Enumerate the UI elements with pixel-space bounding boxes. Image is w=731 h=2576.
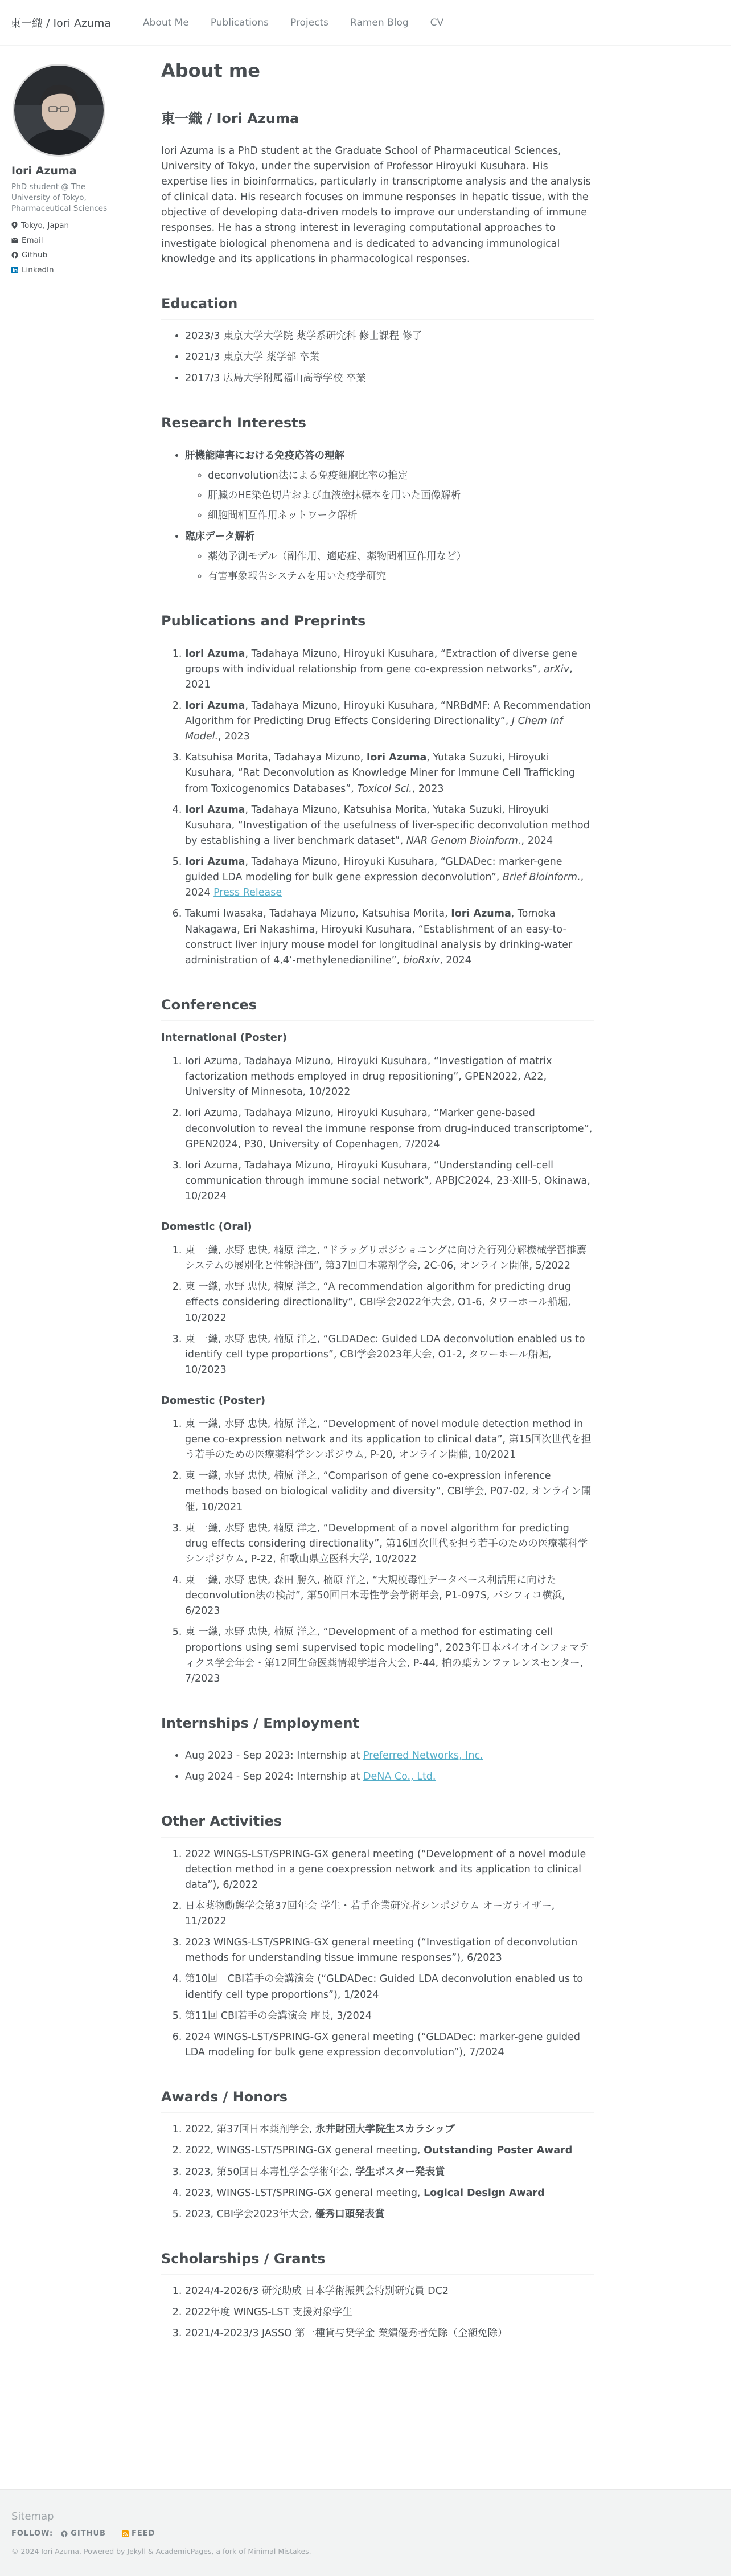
internship-item xyxy=(185,1769,594,1785)
conf-domestic-oral xyxy=(161,1219,594,1378)
scholarship-item: 2. 2022年度 WINGS-LST 支援対象学生 xyxy=(185,2305,594,2320)
conf-list xyxy=(161,1054,594,1204)
internships-heading: Internships / Employment xyxy=(161,1713,594,1739)
activities-section xyxy=(161,1811,594,2060)
intro-heading: 東一織 / Iori Azuma xyxy=(161,108,594,134)
github-icon xyxy=(11,252,18,259)
education-item: • 2021/3 東京大学 薬学部 卒業 xyxy=(185,350,594,365)
main-content xyxy=(161,57,594,2368)
conferences-heading: Conferences xyxy=(161,995,594,1021)
conf-item: 5. 東 一織, 水野 忠快, 楠原 洋之, “Development of a method for estimating cell proportions using semi supervised topic modeling”, 2023年日本バイオインフォマティクス学会年会・第12回生命医薬情報学連合大会, P-44, 柏の葉カンファレンスセンター, 7/2023 xyxy=(185,1625,594,1687)
research-item: ◦ 薬効予測モデル（副作用、適応症、薬物間相互作用など） xyxy=(208,549,594,565)
footer-follow xyxy=(11,2529,720,2538)
internships-section xyxy=(161,1713,594,1785)
footer-github-link[interactable] xyxy=(61,2529,114,2538)
author-email[interactable] xyxy=(11,236,120,245)
research-group-title: 臨床データ解析 xyxy=(185,531,255,543)
research-heading: Research Interests xyxy=(161,412,594,439)
conf-item: 1. 東 一織, 水野 忠快, 楠原 洋之, “Development of novel module detection method in gene co-expression network and its application to clinical data”, 第15回次世代を担う若手のための医療薬科学シンポジウム, P-20, オンライン開催, 10/2021 xyxy=(185,1417,594,1463)
scholarships-list xyxy=(161,2284,594,2341)
publications-section xyxy=(161,611,594,968)
research-group xyxy=(185,529,594,584)
awards-section xyxy=(161,2087,594,2222)
publication-item xyxy=(185,750,594,796)
author-linkedin[interactable] xyxy=(11,265,120,275)
author-linkedin-link[interactable]: LinkedIn xyxy=(22,265,54,275)
conf-item: 3. 東 一織, 水野 忠快, 楠原 洋之, “GLDADec: Guided LDA deconvolution enabled us to identify cell type proportions”, CBI学会2023年大会, O1-2, タワーホール船堀, 10/2023 xyxy=(185,1332,594,1378)
author-name: Iori Azuma xyxy=(11,165,77,177)
nav-projects[interactable]: Projects xyxy=(290,17,328,28)
conf-group-title: Domestic (Oral) xyxy=(161,1221,252,1233)
footer-feed-label: FEED xyxy=(131,2529,155,2538)
conferences-section xyxy=(161,995,594,1687)
pub-year: , 2023 xyxy=(218,731,250,743)
pub-venue: J Chem Inf Model. xyxy=(185,715,563,743)
education-item: • 2017/3 広島大学附属福山高等学校 卒業 xyxy=(185,371,594,386)
activity-item: 2. 日本薬物動態学会第37回年会 学生・若手企業研究者シンポジウム オーガナイザー, 11/2022 xyxy=(185,1899,594,1929)
research-item: ◦ 有害事象報告システムを用いた疫学研究 xyxy=(208,569,594,584)
award-title: Logical Design Award xyxy=(424,2187,545,2199)
footer-copyright: © 2024 Iori Azuma. Powered by Jekyll & AcademicPages, a fork of Minimal Mistakes. xyxy=(11,2547,311,2555)
page-title: About me xyxy=(161,60,260,81)
awards-list xyxy=(161,2122,594,2222)
award-title: 永井財団大学院生スカラシップ xyxy=(315,2124,455,2136)
nav-publications[interactable]: Publications xyxy=(210,17,269,28)
activity-item: 6. 2024 WINGS-LST/SPRING-GX general meeting (“GLDADec: marker-gene guided LDA modeling for bulk gene expression deconvolution”), 7/2024 xyxy=(185,2030,594,2060)
award-item xyxy=(185,2207,594,2222)
conf-item: 2. 東 一織, 水野 忠快, 楠原 洋之, “A recommendation algorithm for predicting drug effects considering directionality”, CBI学会2022年大会, O1-6, タワーホール船堀, 10/2022 xyxy=(185,1279,594,1326)
nav-ramen-blog[interactable]: Ramen Blog xyxy=(350,17,409,28)
author-links xyxy=(11,221,120,275)
conf-item: 2. Iori Azuma, Tadahaya Mizuno, Hiroyuki Kusuhara, “Marker gene-based deconvolution to reveal the immune response from drug-induced transcriptome”, GPEN2024, P30, University of Copenhagen, 7/2024 xyxy=(185,1106,594,1152)
research-item: ◦ 細胞間相互作用ネットワーク解析 xyxy=(208,508,594,524)
nav-cv[interactable]: CV xyxy=(430,17,444,28)
activity-item: 4. 第10回 CBI若手の会講演会 (“GLDADec: Guided LDA deconvolution enabled us to identify cell type proportions”), 1/2024 xyxy=(185,1972,594,2002)
intro-section xyxy=(161,108,594,267)
publications-list xyxy=(161,647,594,968)
internships-list xyxy=(161,1748,594,1785)
pub-authors-pre: Takumi Iwasaka, Tadahaya Mizuno, Katsuhisa Morita, xyxy=(185,908,451,920)
conf-international-poster xyxy=(161,1030,594,1204)
activity-item: 3. 2023 WINGS-LST/SPRING-GX general meeting (“Investigation of deconvolution methods for understanding tissue immune responses”), 6/2023 xyxy=(185,1935,594,1966)
company-link-dena[interactable]: DeNA Co., Ltd. xyxy=(363,1771,436,1783)
footer-follow-label: FOLLOW: xyxy=(11,2529,54,2538)
publication-item xyxy=(185,854,594,901)
pub-details: , Tadahaya Mizuno, Hiroyuki Kusuhara, “Extraction of diverse gene groups with individual relationship from gene co-expression networks”, xyxy=(185,648,577,675)
conf-group-title: International (Poster) xyxy=(161,1032,288,1044)
research-list xyxy=(161,448,594,585)
internship-text: Aug 2024 - Sep 2024: Internship at xyxy=(185,1771,364,1783)
pub-author-self: Iori Azuma xyxy=(185,700,245,712)
linkedin-icon xyxy=(11,267,18,273)
activity-item: 1. 2022 WINGS-LST/SPRING-GX general meeting (“Development of a novel module detection method in a gene coexpression network and its application to clinical data”), 6/2022 xyxy=(185,1847,594,1893)
pub-venue: Toxicol Sci. xyxy=(357,783,412,795)
pub-year: , 2024 xyxy=(521,835,553,847)
author-sidebar xyxy=(11,64,120,280)
pub-author-self: Iori Azuma xyxy=(185,804,245,816)
publication-item xyxy=(185,647,594,693)
pub-year: , 2023 xyxy=(412,783,444,795)
publication-item xyxy=(185,698,594,745)
research-section xyxy=(161,412,594,584)
scholarships-section xyxy=(161,2248,594,2342)
pub-details: , Tomoka Nakagawa, Eri Nakashima, Hiroyuki Kusuhara, “Establishment of an easy-to-construct liver injury mouse model for longitudinal analysis by drinking-water administration of 4,4’-methylenedianiline”, xyxy=(185,908,573,966)
award-title: 優秀口頭発表賞 xyxy=(315,2208,385,2220)
internship-text: Aug 2023 - Sep 2023: Internship at xyxy=(185,1750,364,1762)
conf-item: 2. 東 一織, 水野 忠快, 楠原 洋之, “Comparison of gene co-expression inference methods based on biological validity and diversity”, CBI学会, P07-02, オンライン開催, 10/2021 xyxy=(185,1469,594,1515)
nav-about-me[interactable]: About Me xyxy=(143,17,189,28)
site-title-link[interactable]: 東一織 / Iori Azuma xyxy=(10,17,112,30)
avatar-photo xyxy=(14,66,104,155)
company-link-pfn[interactable]: Preferred Networks, Inc. xyxy=(363,1750,483,1762)
publication-item xyxy=(185,803,594,849)
award-item xyxy=(185,2143,594,2158)
internship-item xyxy=(185,1748,594,1764)
footer-feed-link[interactable] xyxy=(122,2529,163,2538)
author-bio: PhD student @ The University of Tokyo, Pharmaceutical Sciences xyxy=(11,182,108,213)
page-footer xyxy=(0,2489,731,2576)
award-context: 2022, WINGS-LST/SPRING-GX general meeting, xyxy=(185,2145,424,2157)
pub-author-self: Iori Azuma xyxy=(366,752,427,764)
education-heading: Education xyxy=(161,293,594,320)
education-item: • 2023/3 東京大学大学院 薬学系研究科 修士課程 修了 xyxy=(185,329,594,344)
research-group-title: 肝機能障害における免疫応答の理解 xyxy=(185,449,344,461)
author-location xyxy=(11,221,120,230)
email-icon xyxy=(11,238,18,243)
activity-item: 5. 第11回 CBI若手の会講演会 座長, 3/2024 xyxy=(185,2009,594,2024)
award-context: 2023, WINGS-LST/SPRING-GX general meeting, xyxy=(185,2187,424,2199)
pub-author-self: Iori Azuma xyxy=(185,648,245,660)
education-list xyxy=(161,329,594,386)
pub-year: , 2021 xyxy=(185,663,573,690)
scholarship-item: 3. 2021/4-2023/3 JASSO 第一種貸与奨学金 業績優秀者免除（全額免除） xyxy=(185,2326,594,2341)
award-item xyxy=(185,2186,594,2201)
pub-details: , Tadahaya Mizuno, Hiroyuki Kusuhara, “GLDADec: marker-gene guided LDA modeling for bulk gene expression deconvolution”, xyxy=(185,856,562,884)
pub-authors-pre: Katsuhisa Morita, Tadahaya Mizuno, xyxy=(185,752,367,764)
research-sublist xyxy=(185,549,594,584)
press-release-link[interactable]: Press Release xyxy=(213,887,282,899)
scholarship-item: 1. 2024/4-2026/3 研究助成 日本学術振興会特別研究員 DC2 xyxy=(185,2284,594,2299)
pub-author-self: Iori Azuma xyxy=(451,908,511,920)
award-title: Outstanding Poster Award xyxy=(424,2145,573,2157)
pub-venue: Brief Bioinform. xyxy=(502,872,581,884)
award-context: 2023, CBI学会2023年大会, xyxy=(185,2208,315,2220)
pub-venue: NAR Genom Bioinform. xyxy=(406,835,521,847)
conf-domestic-poster xyxy=(161,1393,594,1687)
pub-details: , Tadahaya Mizuno, Hiroyuki Kusuhara, “NRBdMF: A Recommendation Algorithm for Predicting Drug Effects Considering Directionality”, xyxy=(185,700,591,727)
conf-item: 1. Iori Azuma, Tadahaya Mizuno, Hiroyuki Kusuhara, “Investigation of matrix factorization methods employed in drug repositioning”, GPEN2022, A22, University of Minnesota, 10/2022 xyxy=(185,1054,594,1100)
activities-list xyxy=(161,1847,594,2061)
research-item: ◦ deconvolution法による免疫細胞比率の推定 xyxy=(208,468,594,484)
footer-github-label: GITHUB xyxy=(71,2529,106,2538)
pub-venue: bioRxiv xyxy=(403,954,440,966)
author-github-link[interactable]: Github xyxy=(22,250,48,260)
research-item: ◦ 肝臓のHE染色切片および血液塗抹標本を用いた画像解析 xyxy=(208,488,594,504)
award-item xyxy=(185,2122,594,2137)
location-icon xyxy=(11,222,18,229)
conf-item: 3. Iori Azuma, Tadahaya Mizuno, Hiroyuki Kusuhara, “Understanding cell-cell communication through immune social network”, APBJC2024, 23-XIII-5, Okinawa, 10/2024 xyxy=(185,1158,594,1204)
award-item xyxy=(185,2165,594,2180)
pub-year: , 2024 xyxy=(440,954,471,966)
award-context: 2022, 第37回日本薬剤学会, xyxy=(185,2124,316,2136)
publications-heading: Publications and Preprints xyxy=(161,611,594,637)
conf-list xyxy=(161,1243,594,1378)
publication-item xyxy=(185,906,594,968)
conf-list xyxy=(161,1417,594,1687)
award-context: 2023, 第50回日本毒性学会学術年会, xyxy=(185,2166,356,2178)
github-icon xyxy=(61,2530,68,2537)
rss-feed-icon xyxy=(122,2530,129,2537)
education-section xyxy=(161,293,594,387)
avatar xyxy=(13,64,105,157)
activities-heading: Other Activities xyxy=(161,1811,594,1837)
masthead xyxy=(0,0,731,46)
award-title: 学生ポスター発表賞 xyxy=(355,2166,445,2178)
awards-heading: Awards / Honors xyxy=(161,2087,594,2113)
intro-text: Iori Azuma is a PhD student at the Graduate School of Pharmaceutical Sciences, University of Tokyo, under the supervision of Professor Hiroyuki Kusuhara. His expertise lies in bioinformatics, particularly in transcriptome analysis and the analysis of clinical data. His research focuses on immune responses in hepatic tissue, with the objective of developing data-driven models to improve our understanding of immune responses. He has a strong interest in leveraging computational approaches to investigate biological phenomena and is dedicated to advancing immunological knowledge and its applications in pharmacological responses. xyxy=(161,145,591,265)
footer-sitemap-link[interactable]: Sitemap xyxy=(11,2510,54,2522)
research-group xyxy=(185,448,594,524)
author-email-link[interactable]: Email xyxy=(22,235,43,245)
pub-details: , Yutaka Suzuki, Hiroyuki Kusuhara, “Rat Deconvolution as Knowledge Miner for Immune Cell Trafficking from Toxicogenomics Databases”, xyxy=(185,752,576,795)
author-github[interactable] xyxy=(11,251,120,260)
conf-item: 3. 東 一織, 水野 忠快, 楠原 洋之, “Development of a novel algorithm for predicting drug effects considering directionality”, 第16回次世代を担う若手のための医療薬科学シンポジウム, P-22, 和歌山県立医科大学, 10/2022 xyxy=(185,1521,594,1567)
conf-item: 1. 東 一織, 水野 忠快, 楠原 洋之, “ドラッグリポジショニングに向けた行列分解機械学習推薦システムの展別化と性能評価”, 第37回日本薬剤学会, 2C-06, オンライン開催, 5/2022 xyxy=(185,1243,594,1274)
scholarships-heading: Scholarships / Grants xyxy=(161,2248,594,2275)
conf-group-title: Domestic (Poster) xyxy=(161,1395,266,1407)
top-nav xyxy=(143,17,465,28)
conf-item: 4. 東 一織, 水野 忠快, 森田 勝久, 楠原 洋之, “大規模毒性データベース利活用に向けた deconvolution法の検討”, 第50回日本毒性学会学術年会, P1-097S, パシフィコ横浜, 6/2023 xyxy=(185,1573,594,1619)
pub-author-self: Iori Azuma xyxy=(185,856,245,868)
author-location-label: Tokyo, Japan xyxy=(21,220,69,230)
pub-venue: arXiv xyxy=(544,663,570,675)
pub-year: , 2024 xyxy=(185,872,584,899)
research-sublist xyxy=(185,468,594,524)
pub-details: , Tadahaya Mizuno, Katsuhisa Morita, Yutaka Suzuki, Hiroyuki Kusuhara, “Investigation of the usefulness of liver-specific deconvolution method by establishing a liver benchmark dataset”, xyxy=(185,804,590,847)
